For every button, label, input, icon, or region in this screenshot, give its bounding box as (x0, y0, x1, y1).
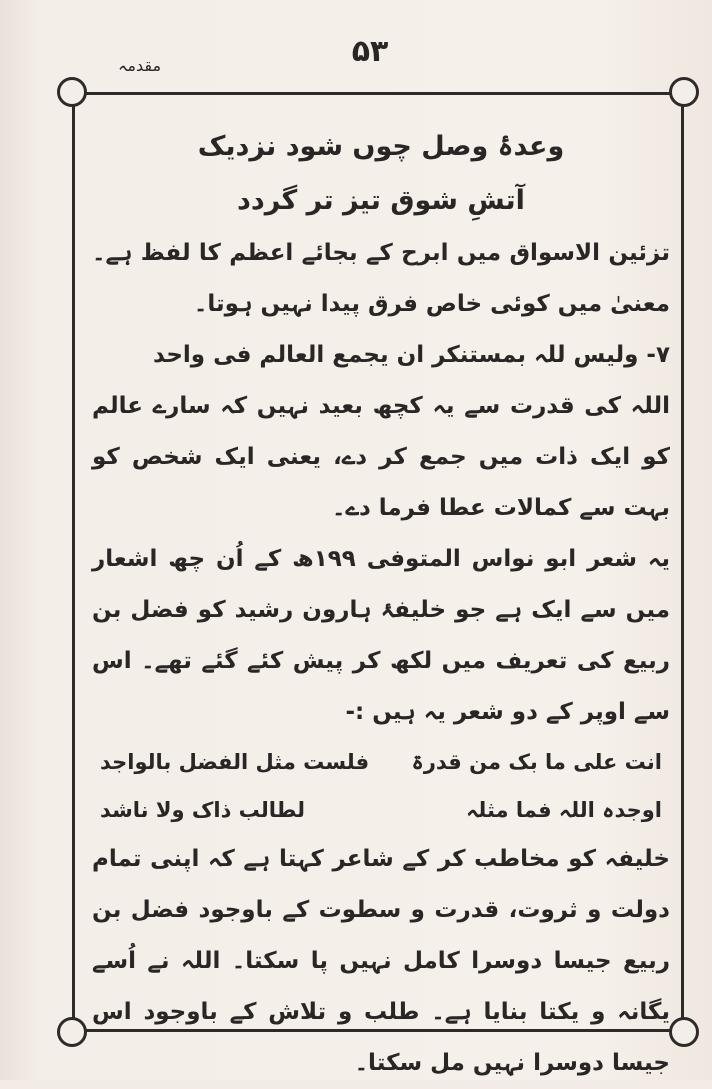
verse-row (92, 738, 670, 786)
paragraph-variant-note: تزئین الاسواق میں ابرح کے بجائے اعظم کا لفظ ہے۔ معنیٰ میں کوئی خاص فرق پیدا نہیں ہوتا۔ (92, 240, 670, 317)
verse-hemistich-right: انت علی ما بک من قدرۃ (411, 750, 662, 774)
paragraph-verse-meaning: اللہ کی قدرت سے یہ کچھ بعید نہیں کہ سارے عالم کو ایک ذات میں جمع کر دے، یعنی ایک شخص کو بہت سے کمالات عطا فرما دے۔ (92, 393, 670, 521)
verse-hemistich-left: لطالب ذاک ولا ناشد (100, 798, 305, 822)
paragraph-arabic-verse: ۷- ولیس للہ بمستنکر ان یجمع العالم فی واحد (153, 342, 670, 368)
page-number: ۵۳ (351, 34, 389, 69)
section-label: مقدمہ (118, 56, 162, 75)
verse-row (92, 786, 670, 834)
paragraph-closing: خلیفہ کو مخاطب کر کے شاعر کہتا ہے کہ اپنی تمام دولت و ثروت، قدرت و سطوت کے باوجود فضل بن ربیع جیسا دوسرا کامل نہیں پا سکتا۔ اللہ نے اُسے یگانہ و یکتا بنایا ہے۔ طلب و تلاش کے باوجود اس جیسا دوسرا نہیں مل سکتا۔ (92, 846, 670, 1076)
verse-hemistich-left: فلست مثل الفضل بالواجد (100, 750, 370, 774)
couplet-line-2: آتشِ شوق تیز تر گردد (237, 185, 525, 216)
verse-hemistich-right: اوجدہ اللہ فما مثلہ (466, 798, 662, 822)
corner-circle-top-left (57, 77, 87, 107)
corner-circle-bottom-right (669, 1017, 699, 1047)
corner-circle-bottom-left (57, 1017, 87, 1047)
paragraph-poet-context: یہ شعر ابو نواس المتوفی ۱۹۹ھ کے اُن چھ اشعار میں سے ایک ہے جو خلیفۂ ہارون رشید کو فضل بن ربیع کی تعریف میں لکھ کر پیش کئے گئے تھے۔ اس سے اوپر کے دو شعر یہ ہیں :- (92, 546, 670, 725)
corner-circle-top-right (669, 77, 699, 107)
page-body (92, 120, 670, 1076)
couplet-line-1: وعدۂ وصل چوں شود نزدیک (197, 131, 565, 162)
